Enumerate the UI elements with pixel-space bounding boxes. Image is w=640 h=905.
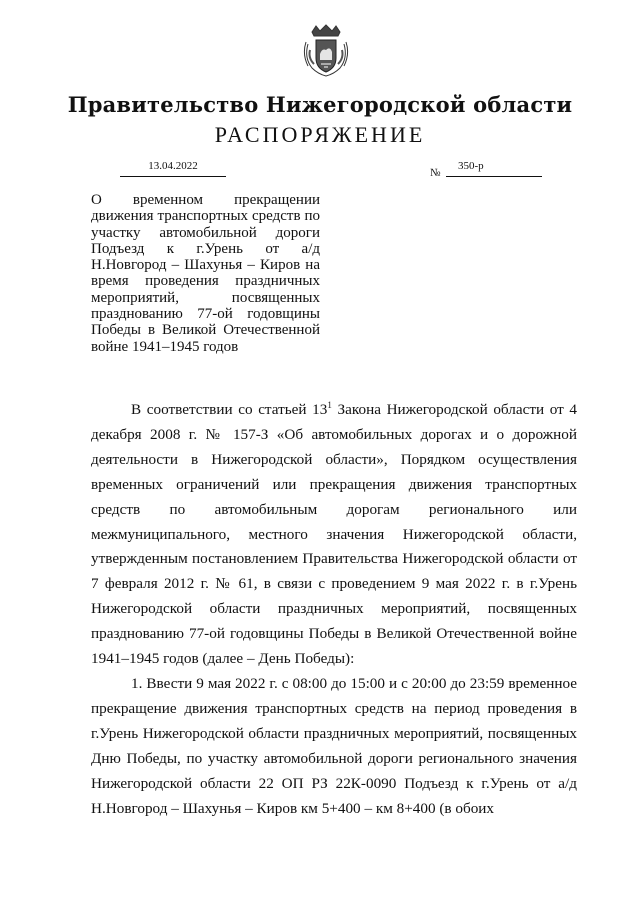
number-underline xyxy=(446,176,542,177)
paragraph-1-start: В соответствии со статьей 13 xyxy=(131,401,328,418)
document-body xyxy=(91,398,577,821)
government-title: Правительство Нижегородской области xyxy=(67,92,573,117)
date-underline xyxy=(120,176,226,177)
number-sign: № xyxy=(430,167,441,179)
document-date: 13.04.2022 xyxy=(148,160,198,172)
body-paragraph-1 xyxy=(91,398,577,672)
paragraph-1-rest: Закона Нижегородской области от 4 декабря 2008 г. № 157-З «Об автомобильных дорогах и о дорожной деятельности в Нижегородской области», Порядком осуществления временных ограничений или прекращения движения транспортных средств по автомобильным дорогам регионального или межмуниципального, местного значения Нижегородской области, утвержденным постановлением Правительства Нижегородской области от 7 февраля 2012 г. № 61, в связи с проведением 9 мая 2022 г. в г.Урень Нижегородской области праздничных мероприятий, посвященных празднованию 77-ой годовщины Победы в Великой Отечественной войне 1941–1945 годов (далее – День Победы): xyxy=(91,401,578,668)
document-subject: О временном прекращении движения транспортных средств по участку автомобильной дороги Подъезд к г.Урень от а/д Н.Новгород – Шахунья – Киров на время проведения праздничных мероприятий, посвященных празднованию 77-ой годовщины Победы в Великой Отечественной войне 1941–1945 годов xyxy=(91,192,320,355)
document-type: РАСПОРЯЖЕНИЕ xyxy=(214,122,426,147)
coat-of-arms-icon xyxy=(302,24,350,80)
document-number: 350-р xyxy=(458,160,484,172)
body-paragraph-2: 1. Ввести 9 мая 2022 г. с 08:00 до 15:00 и с 20:00 до 23:59 временное прекращение движения транспортных средств на период проведения в г.Урень Нижегородской области праздничных мероприятий, посвященных Дню Победы, по участку автомобильной дороги регионального значения Нижегородской области 22 ОП РЗ 22К-0090 Подъезд к г.Урень от а/д Н.Новгород – Шахунья – Киров км 5+400 – км 8+400 (в обоих xyxy=(91,674,577,817)
article-superscript: 1 xyxy=(327,399,332,410)
